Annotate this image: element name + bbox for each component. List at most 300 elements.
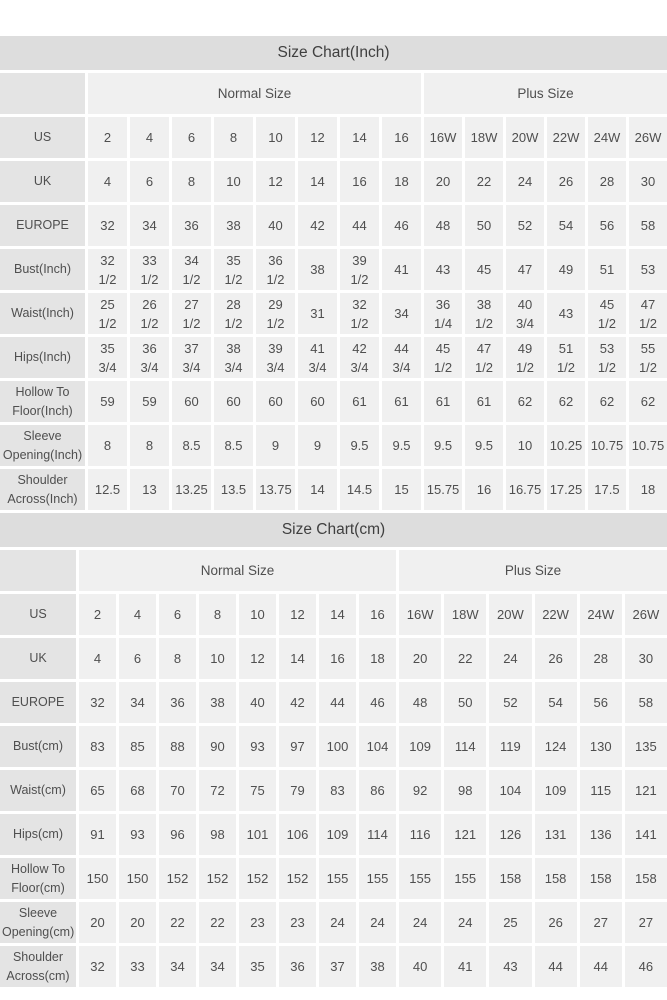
size-value-cell: 155 <box>444 858 486 899</box>
size-value-cell: 41 <box>444 946 486 987</box>
size-value-cell: 131 <box>535 814 577 855</box>
size-value-cell: 47 <box>506 249 544 290</box>
size-value-cell: 26 <box>535 902 577 943</box>
size-value-cell: 44 3/4 <box>382 337 421 378</box>
size-value-cell: 54 <box>535 682 577 723</box>
size-value-cell: 18W <box>465 117 503 158</box>
size-value-cell: 62 <box>506 381 544 422</box>
size-value-cell: 23 <box>239 902 276 943</box>
size-row <box>0 249 667 290</box>
size-value-cell: 88 <box>159 726 196 767</box>
size-value-cell: 34 <box>159 946 196 987</box>
size-value-cell: 16 <box>465 469 503 510</box>
size-value-cell: 36 3/4 <box>130 337 169 378</box>
size-value-cell: 14.5 <box>340 469 379 510</box>
size-value-cell: 61 <box>382 381 421 422</box>
row-label-cell: EUROPE <box>0 682 76 723</box>
size-row <box>0 469 667 510</box>
size-value-cell: 10.75 <box>588 425 626 466</box>
size-value-cell: 44 <box>535 946 577 987</box>
group-header-normal-size: Normal Size <box>79 550 396 591</box>
size-value-cell: 8.5 <box>172 425 211 466</box>
size-value-cell: 22 <box>199 902 236 943</box>
size-row <box>0 814 667 855</box>
size-value-cell: 18 <box>359 638 396 679</box>
size-value-cell: 13 <box>130 469 169 510</box>
size-value-cell: 44 <box>319 682 356 723</box>
size-value-cell: 50 <box>465 205 503 246</box>
size-value-cell: 158 <box>625 858 667 899</box>
group-header-row <box>0 550 667 591</box>
size-value-cell: 8 <box>130 425 169 466</box>
size-value-cell: 9 <box>256 425 295 466</box>
size-value-cell: 46 <box>625 946 667 987</box>
size-value-cell: 28 <box>588 161 626 202</box>
size-value-cell: 104 <box>489 770 531 811</box>
size-row <box>0 726 667 767</box>
size-value-cell: 101 <box>239 814 276 855</box>
size-value-cell: 38 <box>298 249 337 290</box>
size-value-cell: 59 <box>130 381 169 422</box>
size-value-cell: 60 <box>298 381 337 422</box>
size-value-cell: 98 <box>199 814 236 855</box>
size-value-cell: 60 <box>214 381 253 422</box>
size-value-cell: 22W <box>547 117 585 158</box>
size-value-cell: 114 <box>444 726 486 767</box>
size-value-cell: 65 <box>79 770 116 811</box>
size-value-cell: 116 <box>399 814 441 855</box>
size-value-cell: 39 3/4 <box>256 337 295 378</box>
size-value-cell: 13.75 <box>256 469 295 510</box>
size-value-cell: 31 <box>298 293 337 334</box>
size-value-cell: 8 <box>172 161 211 202</box>
size-value-cell: 32 1/2 <box>88 249 127 290</box>
size-value-cell: 46 <box>359 682 396 723</box>
size-row <box>0 205 667 246</box>
size-value-cell: 20 <box>119 902 156 943</box>
size-value-cell: 14 <box>298 469 337 510</box>
size-value-cell: 41 <box>382 249 421 290</box>
size-value-cell: 12 <box>239 638 276 679</box>
row-label-cell: Hollow To Floor(Inch) <box>0 381 85 422</box>
size-value-cell: 10 <box>506 425 544 466</box>
size-value-cell: 104 <box>359 726 396 767</box>
size-value-cell: 32 <box>79 682 116 723</box>
size-value-cell: 45 1/2 <box>588 293 626 334</box>
size-value-cell: 51 1/2 <box>547 337 585 378</box>
size-value-cell: 56 <box>580 682 622 723</box>
size-value-cell: 22 <box>159 902 196 943</box>
size-value-cell: 24 <box>506 161 544 202</box>
size-value-cell: 37 3/4 <box>172 337 211 378</box>
size-value-cell: 109 <box>399 726 441 767</box>
size-value-cell: 72 <box>199 770 236 811</box>
size-value-cell: 49 1/2 <box>506 337 544 378</box>
size-value-cell: 34 <box>119 682 156 723</box>
size-row <box>0 902 667 943</box>
size-value-cell: 155 <box>319 858 356 899</box>
size-value-cell: 24W <box>580 594 622 635</box>
size-value-cell: 29 1/2 <box>256 293 295 334</box>
size-value-cell: 68 <box>119 770 156 811</box>
size-value-cell: 40 <box>256 205 295 246</box>
size-value-cell: 35 1/2 <box>214 249 253 290</box>
size-value-cell: 16 <box>382 117 421 158</box>
size-value-cell: 22 <box>444 638 486 679</box>
size-value-cell: 61 <box>465 381 503 422</box>
size-value-cell: 109 <box>535 770 577 811</box>
size-value-cell: 47 1/2 <box>629 293 667 334</box>
size-value-cell: 41 3/4 <box>298 337 337 378</box>
size-value-cell: 48 <box>399 682 441 723</box>
row-label-cell: US <box>0 117 85 158</box>
size-value-cell: 47 1/2 <box>465 337 503 378</box>
size-value-cell: 9.5 <box>382 425 421 466</box>
size-value-cell: 56 <box>588 205 626 246</box>
size-value-cell: 43 <box>547 293 585 334</box>
row-label-cell: Waist(Inch) <box>0 293 85 334</box>
size-value-cell: 114 <box>359 814 396 855</box>
size-value-cell: 6 <box>130 161 169 202</box>
size-value-cell: 16 <box>319 638 356 679</box>
size-value-cell: 38 <box>359 946 396 987</box>
size-value-cell: 90 <box>199 726 236 767</box>
size-value-cell: 42 <box>279 682 316 723</box>
size-value-cell: 10 <box>239 594 276 635</box>
size-value-cell: 158 <box>489 858 531 899</box>
size-value-cell: 16W <box>399 594 441 635</box>
size-value-cell: 24 <box>444 902 486 943</box>
size-value-cell: 32 <box>88 205 127 246</box>
size-value-cell: 152 <box>199 858 236 899</box>
size-value-cell: 58 <box>625 682 667 723</box>
size-value-cell: 100 <box>319 726 356 767</box>
size-value-cell: 40 <box>239 682 276 723</box>
size-value-cell: 115 <box>580 770 622 811</box>
size-value-cell: 25 1/2 <box>88 293 127 334</box>
size-chart-inch-section <box>0 36 667 513</box>
size-value-cell: 85 <box>119 726 156 767</box>
size-value-cell: 60 <box>172 381 211 422</box>
size-value-cell: 14 <box>319 594 356 635</box>
size-value-cell: 27 <box>625 902 667 943</box>
size-value-cell: 20 <box>424 161 462 202</box>
row-label-cell: Bust(Inch) <box>0 249 85 290</box>
size-row <box>0 858 667 899</box>
row-label-cell: Sleeve Opening(cm) <box>0 902 76 943</box>
size-value-cell: 15.75 <box>424 469 462 510</box>
group-header-plus-size: Plus Size <box>424 73 667 114</box>
size-value-cell: 36 <box>172 205 211 246</box>
size-value-cell: 155 <box>359 858 396 899</box>
size-value-cell: 34 <box>199 946 236 987</box>
size-value-cell: 61 <box>340 381 379 422</box>
size-value-cell: 98 <box>444 770 486 811</box>
size-value-cell: 155 <box>399 858 441 899</box>
section-title-cm: Size Chart(cm) <box>0 513 667 547</box>
size-value-cell: 158 <box>580 858 622 899</box>
size-value-cell: 2 <box>79 594 116 635</box>
size-value-cell: 22W <box>535 594 577 635</box>
size-value-cell: 6 <box>172 117 211 158</box>
size-value-cell: 62 <box>629 381 667 422</box>
size-value-cell: 40 <box>399 946 441 987</box>
size-table-inch <box>0 70 667 513</box>
size-value-cell: 45 1/2 <box>424 337 462 378</box>
size-value-cell: 26 1/2 <box>130 293 169 334</box>
size-value-cell: 97 <box>279 726 316 767</box>
size-value-cell: 36 <box>279 946 316 987</box>
size-value-cell: 35 <box>239 946 276 987</box>
size-value-cell: 126 <box>489 814 531 855</box>
size-value-cell: 14 <box>298 161 337 202</box>
size-value-cell: 53 1/2 <box>588 337 626 378</box>
size-value-cell: 27 <box>580 902 622 943</box>
size-value-cell: 20 <box>399 638 441 679</box>
row-label-cell: US <box>0 594 76 635</box>
size-value-cell: 8 <box>88 425 127 466</box>
size-value-cell: 12.5 <box>88 469 127 510</box>
size-value-cell: 10.25 <box>547 425 585 466</box>
size-value-cell: 53 <box>629 249 667 290</box>
size-value-cell: 106 <box>279 814 316 855</box>
size-value-cell: 16 <box>359 594 396 635</box>
size-value-cell: 24 <box>359 902 396 943</box>
size-value-cell: 34 <box>382 293 421 334</box>
size-value-cell: 8 <box>199 594 236 635</box>
size-value-cell: 61 <box>424 381 462 422</box>
size-value-cell: 36 1/4 <box>424 293 462 334</box>
size-value-cell: 121 <box>444 814 486 855</box>
size-value-cell: 6 <box>159 594 196 635</box>
size-row <box>0 638 667 679</box>
size-value-cell: 32 <box>79 946 116 987</box>
size-value-cell: 25 <box>489 902 531 943</box>
row-label-cell: Hollow To Floor(cm) <box>0 858 76 899</box>
size-value-cell: 136 <box>580 814 622 855</box>
size-value-cell: 119 <box>489 726 531 767</box>
row-label-cell: UK <box>0 161 85 202</box>
size-value-cell: 35 3/4 <box>88 337 127 378</box>
size-value-cell: 28 <box>580 638 622 679</box>
size-value-cell: 9.5 <box>340 425 379 466</box>
size-value-cell: 43 <box>424 249 462 290</box>
section-title-inch: Size Chart(Inch) <box>0 36 667 70</box>
corner-cell <box>0 550 76 591</box>
size-row <box>0 117 667 158</box>
size-value-cell: 51 <box>588 249 626 290</box>
size-value-cell: 30 <box>629 161 667 202</box>
size-row <box>0 293 667 334</box>
row-label-cell: Shoulder Across(Inch) <box>0 469 85 510</box>
size-value-cell: 10 <box>214 161 253 202</box>
size-value-cell: 8 <box>214 117 253 158</box>
size-value-cell: 20 <box>79 902 116 943</box>
group-header-normal-size: Normal Size <box>88 73 421 114</box>
size-value-cell: 86 <box>359 770 396 811</box>
size-value-cell: 26W <box>625 594 667 635</box>
size-value-cell: 93 <box>119 814 156 855</box>
size-value-cell: 12 <box>256 161 295 202</box>
size-value-cell: 27 1/2 <box>172 293 211 334</box>
size-value-cell: 16W <box>424 117 462 158</box>
size-value-cell: 8 <box>159 638 196 679</box>
size-value-cell: 43 <box>489 946 531 987</box>
size-value-cell: 20W <box>489 594 531 635</box>
size-row <box>0 594 667 635</box>
size-value-cell: 18 <box>382 161 421 202</box>
group-header-row <box>0 73 667 114</box>
size-value-cell: 83 <box>319 770 356 811</box>
size-value-cell: 34 1/2 <box>172 249 211 290</box>
size-value-cell: 24 <box>489 638 531 679</box>
size-value-cell: 42 3/4 <box>340 337 379 378</box>
size-value-cell: 9.5 <box>424 425 462 466</box>
row-label-cell: Shoulder Across(cm) <box>0 946 76 987</box>
size-value-cell: 92 <box>399 770 441 811</box>
size-value-cell: 83 <box>79 726 116 767</box>
size-value-cell: 135 <box>625 726 667 767</box>
size-value-cell: 36 1/2 <box>256 249 295 290</box>
size-value-cell: 70 <box>159 770 196 811</box>
size-value-cell: 96 <box>159 814 196 855</box>
row-label-cell: Bust(cm) <box>0 726 76 767</box>
size-row <box>0 946 667 987</box>
size-value-cell: 4 <box>119 594 156 635</box>
size-value-cell: 30 <box>625 638 667 679</box>
size-value-cell: 93 <box>239 726 276 767</box>
size-value-cell: 20W <box>506 117 544 158</box>
size-value-cell: 24W <box>588 117 626 158</box>
size-value-cell: 152 <box>159 858 196 899</box>
size-value-cell: 26 <box>535 638 577 679</box>
size-value-cell: 79 <box>279 770 316 811</box>
size-value-cell: 28 1/2 <box>214 293 253 334</box>
size-value-cell: 4 <box>79 638 116 679</box>
size-chart-cm-section <box>0 513 667 990</box>
size-value-cell: 14 <box>340 117 379 158</box>
size-value-cell: 4 <box>88 161 127 202</box>
size-value-cell: 46 <box>382 205 421 246</box>
size-value-cell: 42 <box>298 205 337 246</box>
size-row <box>0 337 667 378</box>
size-value-cell: 158 <box>535 858 577 899</box>
size-value-cell: 10.75 <box>629 425 667 466</box>
size-value-cell: 2 <box>88 117 127 158</box>
size-row <box>0 682 667 723</box>
size-value-cell: 4 <box>130 117 169 158</box>
row-label-cell: Waist(cm) <box>0 770 76 811</box>
size-row <box>0 161 667 202</box>
size-value-cell: 91 <box>79 814 116 855</box>
size-value-cell: 124 <box>535 726 577 767</box>
size-table-cm <box>0 547 667 990</box>
size-value-cell: 52 <box>489 682 531 723</box>
size-value-cell: 141 <box>625 814 667 855</box>
size-value-cell: 50 <box>444 682 486 723</box>
size-row <box>0 425 667 466</box>
row-label-cell: Hips(cm) <box>0 814 76 855</box>
size-value-cell: 75 <box>239 770 276 811</box>
size-value-cell: 45 <box>465 249 503 290</box>
corner-cell <box>0 73 85 114</box>
size-value-cell: 16.75 <box>506 469 544 510</box>
row-label-cell: Hips(Inch) <box>0 337 85 378</box>
size-value-cell: 62 <box>588 381 626 422</box>
size-value-cell: 8.5 <box>214 425 253 466</box>
size-value-cell: 10 <box>199 638 236 679</box>
size-value-cell: 62 <box>547 381 585 422</box>
size-value-cell: 26 <box>547 161 585 202</box>
size-value-cell: 17.5 <box>588 469 626 510</box>
size-value-cell: 52 <box>506 205 544 246</box>
size-value-cell: 6 <box>119 638 156 679</box>
size-value-cell: 150 <box>79 858 116 899</box>
size-value-cell: 152 <box>239 858 276 899</box>
size-value-cell: 34 <box>130 205 169 246</box>
size-value-cell: 18 <box>629 469 667 510</box>
size-value-cell: 13.25 <box>172 469 211 510</box>
row-label-cell: EUROPE <box>0 205 85 246</box>
size-value-cell: 40 3/4 <box>506 293 544 334</box>
row-label-cell: Sleeve Opening(Inch) <box>0 425 85 466</box>
size-value-cell: 12 <box>298 117 337 158</box>
size-value-cell: 49 <box>547 249 585 290</box>
size-value-cell: 38 1/2 <box>465 293 503 334</box>
size-value-cell: 10 <box>256 117 295 158</box>
size-value-cell: 24 <box>399 902 441 943</box>
size-row <box>0 381 667 422</box>
size-value-cell: 15 <box>382 469 421 510</box>
size-value-cell: 44 <box>340 205 379 246</box>
size-value-cell: 55 1/2 <box>629 337 667 378</box>
size-value-cell: 9 <box>298 425 337 466</box>
size-row <box>0 770 667 811</box>
row-label-cell: UK <box>0 638 76 679</box>
size-value-cell: 152 <box>279 858 316 899</box>
size-value-cell: 48 <box>424 205 462 246</box>
size-value-cell: 36 <box>159 682 196 723</box>
size-value-cell: 109 <box>319 814 356 855</box>
size-value-cell: 18W <box>444 594 486 635</box>
size-value-cell: 54 <box>547 205 585 246</box>
size-value-cell: 39 1/2 <box>340 249 379 290</box>
size-value-cell: 9.5 <box>465 425 503 466</box>
size-value-cell: 23 <box>279 902 316 943</box>
size-value-cell: 150 <box>119 858 156 899</box>
size-value-cell: 16 <box>340 161 379 202</box>
size-value-cell: 14 <box>279 638 316 679</box>
size-value-cell: 24 <box>319 902 356 943</box>
size-value-cell: 38 3/4 <box>214 337 253 378</box>
size-value-cell: 121 <box>625 770 667 811</box>
size-value-cell: 38 <box>214 205 253 246</box>
size-value-cell: 26W <box>629 117 667 158</box>
size-value-cell: 58 <box>629 205 667 246</box>
size-value-cell: 59 <box>88 381 127 422</box>
size-value-cell: 22 <box>465 161 503 202</box>
size-value-cell: 44 <box>580 946 622 987</box>
size-value-cell: 38 <box>199 682 236 723</box>
group-header-plus-size: Plus Size <box>399 550 667 591</box>
size-value-cell: 60 <box>256 381 295 422</box>
size-value-cell: 130 <box>580 726 622 767</box>
size-value-cell: 33 <box>119 946 156 987</box>
size-value-cell: 33 1/2 <box>130 249 169 290</box>
size-value-cell: 17.25 <box>547 469 585 510</box>
size-value-cell: 13.5 <box>214 469 253 510</box>
size-value-cell: 12 <box>279 594 316 635</box>
